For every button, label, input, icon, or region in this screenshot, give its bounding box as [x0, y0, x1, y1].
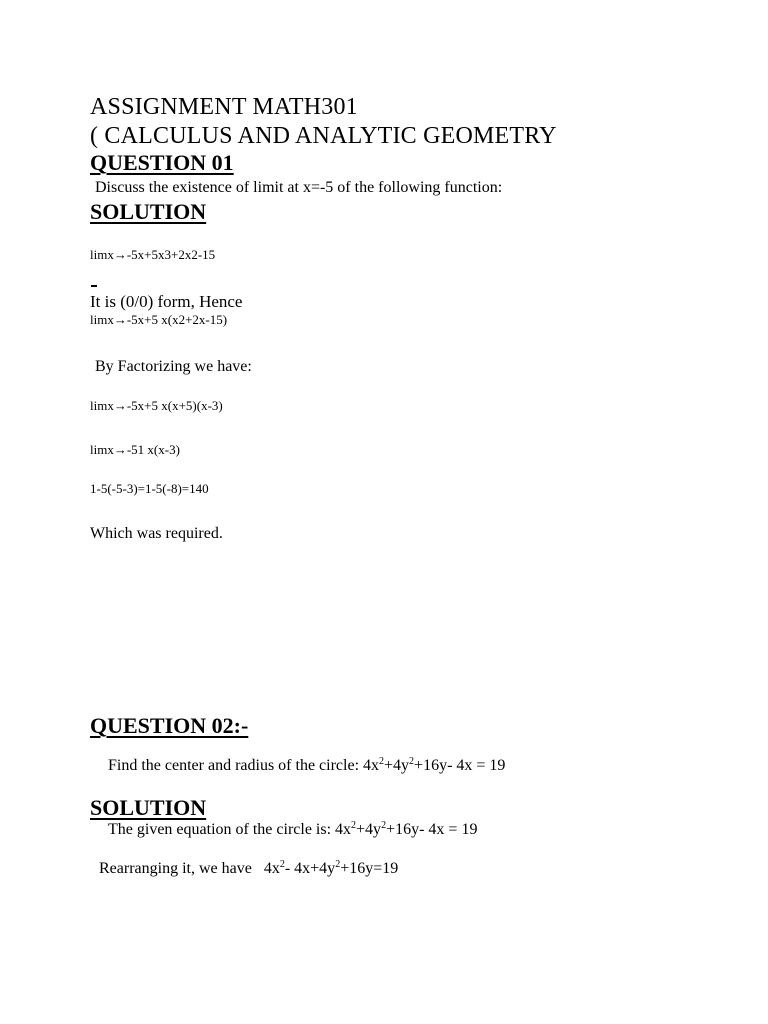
rearranged-equation-line: [99, 861, 398, 877]
factorizing-intro: By Factorizing we have:: [95, 358, 252, 375]
circle-equation: $4x^2+4y^2+16y-$ 4x = 19: [363, 756, 506, 774]
limit-result: 1-5(-5-3)=1-5(-8)=140: [90, 481, 209, 496]
assignment-title: ASSIGNMENT MATH301: [90, 94, 358, 120]
rearranging-text: Rearranging it, we have: [99, 860, 264, 877]
limit-expression-4: limx→-51 x(x-3): [90, 442, 180, 457]
question-01-prompt: Discuss the existence of limit at x=-5 of the following function:: [95, 179, 503, 196]
indeterminate-form-note: It is (0/0) form, Hence: [90, 292, 243, 311]
question-02-heading: QUESTION 02:-: [90, 713, 249, 738]
question-02-prompt: [108, 758, 505, 774]
given-equation-line: [108, 822, 477, 838]
conclusion-text: Which was required.: [90, 525, 223, 542]
question-01-heading: QUESTION 01: [90, 150, 234, 175]
given-equation-text: The given equation of the circle is:: [108, 821, 336, 838]
given-equation: $4x^2+4y^2+16y-$ 4x = 19: [335, 820, 478, 838]
assignment-subtitle: ( CALCULUS AND ANALYTIC GEOMETRY: [90, 123, 557, 149]
rearranged-equation: $4x^2-$ $4x+4y^2+16y=19$: [263, 859, 399, 877]
solution-01-heading: SOLUTION: [90, 199, 207, 224]
limit-expression-1: limx→-5x+5x3+2x2-15: [90, 247, 216, 262]
question-02-prompt-text: Find the center and radius of the circle:: [108, 757, 364, 774]
placeholder-dash: [91, 285, 97, 287]
limit-expression-3: limx→-5x+5 x(x+5)(x-3): [90, 398, 223, 413]
solution-02-heading: SOLUTION: [90, 795, 207, 820]
limit-expression-2: limx→-5x+5 x(x2+2x-15): [90, 312, 228, 327]
